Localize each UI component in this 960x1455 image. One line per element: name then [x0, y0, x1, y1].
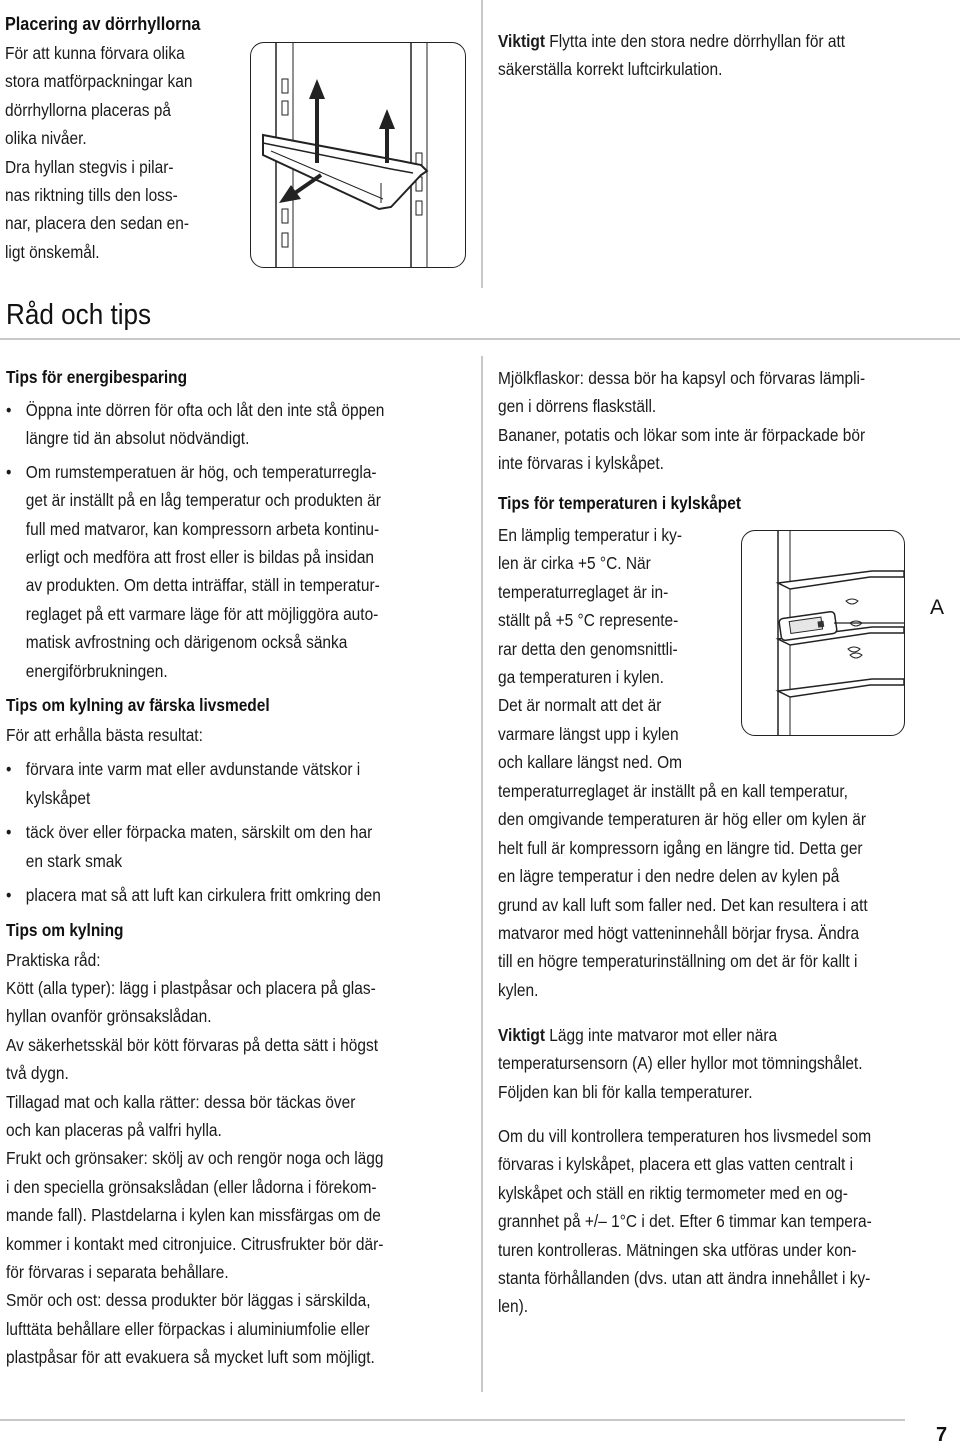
- important-label: Viktigt: [498, 31, 545, 51]
- temperature-text-narrow: En lämplig temperatur i ky- len är cirka +5 °C. När temperaturreglaget är in- ställt på +5 °C represente- rar detta den genomsnittli- ga temperaturen i kylen. Det är normalt att det är varmare längst upp i kylen och kallare längst ned. Om: [498, 525, 683, 773]
- footer-divider: [0, 1419, 905, 1421]
- sensor-label-a: A: [930, 596, 945, 619]
- cooling-text: Praktiska råd: Kött (alla typer): lägg i plastpåsar och placera på glas- hyllan ovanför grönsakslådan. Av säkerhetsskäl bör kött förvaras på detta sätt i högst två dygn. Tillagad mat och kalla rätter: dessa bör täckas över och kan placeras på valfri hylla. Frukt och grönsaker: skölj av och rengör noga och lägg i den speciella grönsakslådan (eller lådorna i förekom- mande fall). Plastdelarna i kylen kan missfärgas om de kommer i kontakt med citronjuice. Citrusfrukter bör där- för förvaras i separata behållare. Smör och ost: dessa produkter bör läggas i särskilda, lufttäta behållare eller förpackas i aluminiumfolie eller plastpåsar för att evakuera så mycket luft som möjligt.: [6, 949, 384, 1368]
- temperature-heading: Tips för temperaturen i kylskåpet: [498, 493, 741, 513]
- list-item: • Om rumstemperatuen är hög, och temperaturregla- get är inställt på en låg temperatur och produkten är full med matvaror, kan kompressorn arbeta kontinu- erligt och medföra att frost eller is bildas på insidan av produkten. Om detta inträffar, ställ in temperatur- reglaget på ett varmare läge för att möjliggöra auto- matisk avfrostning och därigenom också sänka energiförbrukningen.: [6, 458, 474, 685]
- list-item: • täck över eller förpacka maten, särskilt om den har en stark smak: [6, 818, 474, 875]
- top-column-divider: [481, 0, 483, 288]
- important-label: Viktigt: [498, 1025, 545, 1045]
- temperature-text-wide: temperaturreglaget är inställt på en kall temperatur, den omgivande temperaturen är hög eller om kylen är helt full är kompressorn igång en längre tid. Detta ger en lägre temperatur i den nedre delen av kylen på grund av kall luft som faller ned. Det kan resultera i att matvaror med högt vatteninnehåll börjar frysa. Ändra till en högre temperaturinställning om det är för kallt i kylen.: [498, 781, 868, 1000]
- fresh-food-heading: Tips om kylning av färska livsmedel: [6, 695, 270, 716]
- energy-bullets: [6, 396, 474, 685]
- door-shelf-heading: Placering av dörrhyllorna: [5, 14, 201, 34]
- right-intro: Mjölkflaskor: dessa bör ha kapsyl och förvaras lämpli- gen i dörrens flaskställ. Bananer, potatis och lökar som inte är förpackade bör inte förvaras i kylskåpet.: [498, 368, 866, 474]
- list-item: • placera mat så att luft kan cirkulera fritt omkring den: [6, 881, 474, 909]
- fridge-sensor-figure: [741, 530, 905, 736]
- cooling-heading: Tips om kylning: [6, 919, 124, 940]
- list-item: • förvara inte varm mat eller avdunstande vätskor i kylskåpet: [6, 755, 474, 812]
- bottom-important-note: Viktigt Lägg inte matvaror mot eller nära temperatursensorn (A) eller hyllor mot tömningshålet. Följden kan bli för kalla temperaturer.: [498, 1025, 863, 1102]
- door-shelf-section: [5, 10, 245, 266]
- door-shelf-figure: [250, 42, 466, 268]
- section-divider: [0, 338, 960, 340]
- list-item: • Öppna inte dörren för ofta och låt den inte stå öppen längre tid än absolut nödvändigt.: [6, 396, 474, 453]
- energy-heading: Tips för energibesparing: [6, 367, 188, 387]
- fresh-food-bullets: [6, 755, 474, 909]
- page-number: 7: [936, 1424, 948, 1446]
- temperature-check-text: Om du vill kontrollera temperaturen hos livsmedel som förvaras i kylskåpet, placera ett glas vatten centralt i kylskåpet och ställ en riktig termometer med en og- grannhet på +/– 1°C i det. Efter 6 timmar kan tempera- turen kontrolleras. Mätningen ska utföras under kon- stanta förhållanden (dvs. utan att ändra innehållet i ky- len).: [498, 1126, 872, 1317]
- left-column: [6, 365, 526, 1372]
- section-title: Råd och tips: [6, 299, 152, 331]
- top-important-note: Viktigt Flytta inte den stora nedre dörrhyllan för att säkerställa korrekt luftcirkulation.: [498, 31, 846, 80]
- door-shelf-text: För att kunna förvara olika stora matförpackningar kan dörrhyllorna placeras på olika nivåer. Dra hyllan stegvis i pilar- nas riktning tills den loss- nar, placera den sedan en- ligt önskemål.: [5, 43, 193, 262]
- fresh-food-intro: För att erhålla bästa resultat:: [6, 725, 203, 746]
